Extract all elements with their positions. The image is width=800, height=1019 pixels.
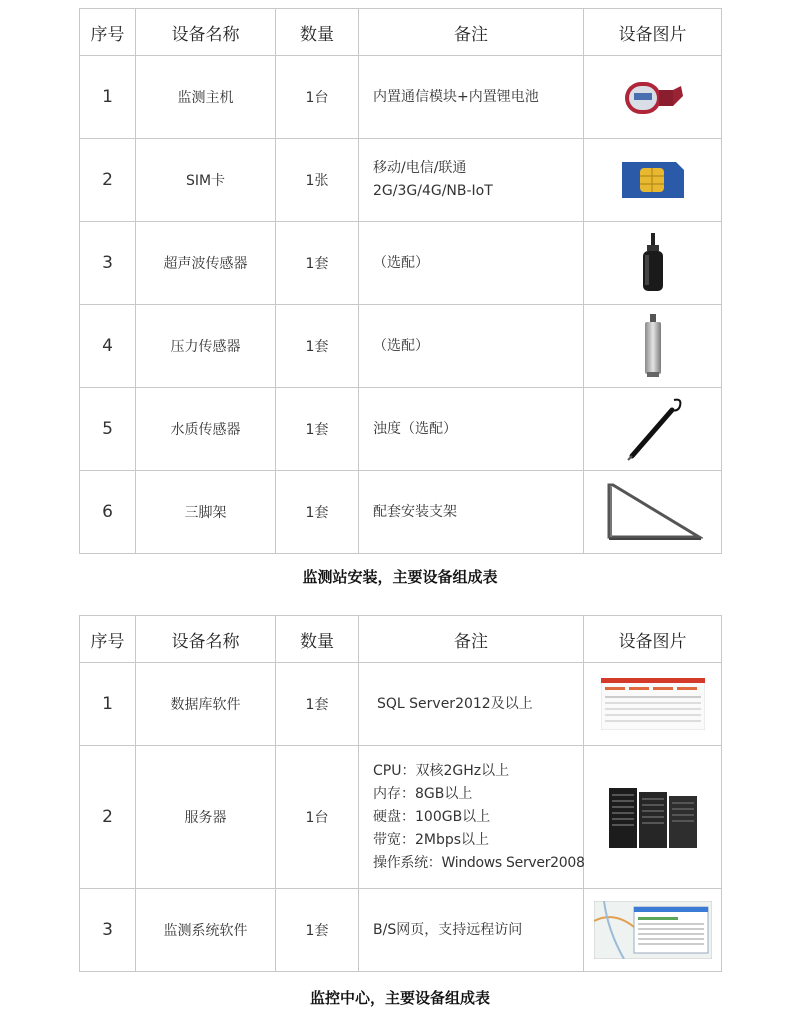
table-row: [80, 222, 722, 305]
row-name: 压力传感器: [136, 305, 276, 388]
remark-line: SQL Server2012及以上: [377, 695, 533, 712]
row-quantity: 1套: [276, 388, 359, 471]
header-remarks: 备注: [359, 616, 584, 663]
row-remarks: [359, 889, 584, 972]
row-index: 2: [80, 746, 136, 889]
row-remarks: [359, 388, 584, 471]
row-quantity: 1套: [276, 663, 359, 746]
row-remarks: [359, 746, 584, 889]
row-image: [584, 139, 722, 222]
table-row: [80, 663, 722, 746]
remark-line: 移动/电信/联通: [373, 160, 467, 176]
remark-line: 内存：8GB以上: [373, 785, 473, 802]
row-quantity: 1套: [276, 222, 359, 305]
remark-line: 配套安装支架: [373, 503, 457, 520]
row-quantity: 1台: [276, 746, 359, 889]
row-index: 1: [80, 663, 136, 746]
row-remarks: [359, 222, 584, 305]
remark-line: 内置通信模块+内置锂电池: [373, 88, 539, 105]
row-image: [584, 663, 722, 746]
remark-line: 带宽：2Mbps以上: [373, 831, 490, 848]
table-caption: 监测站安装，主要设备组成表: [302, 568, 498, 586]
remark-line: B/S网页，支持远程访问: [373, 921, 523, 938]
header-name: 设备名称: [136, 9, 276, 56]
monitoring-software-screenshot-icon: [594, 901, 712, 959]
remark-line: 硬盘：100GB以上: [373, 808, 491, 825]
row-name: 数据库软件: [136, 663, 276, 746]
row-name: 服务器: [136, 746, 276, 889]
remark-line: 2G/3G/4G/NB-IoT: [373, 183, 493, 199]
ultrasonic-sensor-icon: [638, 233, 668, 293]
row-name: 超声波传感器: [136, 222, 276, 305]
row-image: [584, 305, 722, 388]
header-quantity: 数量: [276, 616, 359, 663]
row-image: [584, 56, 722, 139]
table-row: [80, 305, 722, 388]
row-quantity: 1套: [276, 305, 359, 388]
remark-line: CPU：双核2GHz以上: [373, 762, 510, 779]
header-quantity: 数量: [276, 9, 359, 56]
row-index: 4: [80, 305, 136, 388]
row-remarks: [359, 305, 584, 388]
remark-line: 操作系统：Windows Server2008: [373, 854, 585, 871]
row-index: 6: [80, 471, 136, 554]
database-software-screenshot-icon: [601, 678, 705, 730]
row-index: 1: [80, 56, 136, 139]
header-index: 序号: [80, 9, 136, 56]
table-header-row: [80, 9, 722, 56]
header-image: 设备图片: [584, 616, 722, 663]
sim-card-icon: [620, 160, 686, 200]
row-image: [584, 388, 722, 471]
row-remarks: [359, 663, 584, 746]
server-rack-icon: [607, 784, 699, 850]
row-index: 5: [80, 388, 136, 471]
row-image: [584, 222, 722, 305]
row-name: 监测系统软件: [136, 889, 276, 972]
table-row: [80, 388, 722, 471]
table-caption: 监控中心，主要设备组成表: [309, 989, 490, 1007]
table-row: [80, 746, 722, 889]
row-index: 2: [80, 139, 136, 222]
row-index: 3: [80, 889, 136, 972]
row-remarks: [359, 56, 584, 139]
header-name: 设备名称: [136, 616, 276, 663]
row-image: [584, 471, 722, 554]
water-quality-probe-icon: [618, 396, 688, 462]
table-row: [80, 889, 722, 972]
header-remarks: 备注: [359, 9, 584, 56]
row-remarks: [359, 139, 584, 222]
table-row: [80, 471, 722, 554]
row-name: 水质传感器: [136, 388, 276, 471]
row-index: 3: [80, 222, 136, 305]
row-name: 监测主机: [136, 56, 276, 139]
monitoring-host-device-icon: [621, 76, 685, 118]
header-index: 序号: [80, 616, 136, 663]
row-image: [584, 889, 722, 972]
table-header-row: [80, 616, 722, 663]
table-row: [80, 139, 722, 222]
row-remarks: [359, 471, 584, 554]
row-name: 三脚架: [136, 471, 276, 554]
remark-line: （选配）: [373, 337, 429, 354]
mounting-bracket-icon: [603, 481, 703, 543]
header-image: 设备图片: [584, 9, 722, 56]
row-quantity: 1台: [276, 56, 359, 139]
row-quantity: 1套: [276, 471, 359, 554]
equipment-table-center: [79, 615, 722, 972]
row-name: SIM卡: [136, 139, 276, 222]
row-quantity: 1套: [276, 889, 359, 972]
row-quantity: 1张: [276, 139, 359, 222]
pressure-sensor-icon: [641, 314, 665, 378]
equipment-table-station: [79, 8, 722, 554]
table-row: [80, 56, 722, 139]
row-image: [584, 746, 722, 889]
remark-line: （选配）: [373, 254, 429, 271]
remark-line: 浊度（选配）: [373, 420, 457, 437]
